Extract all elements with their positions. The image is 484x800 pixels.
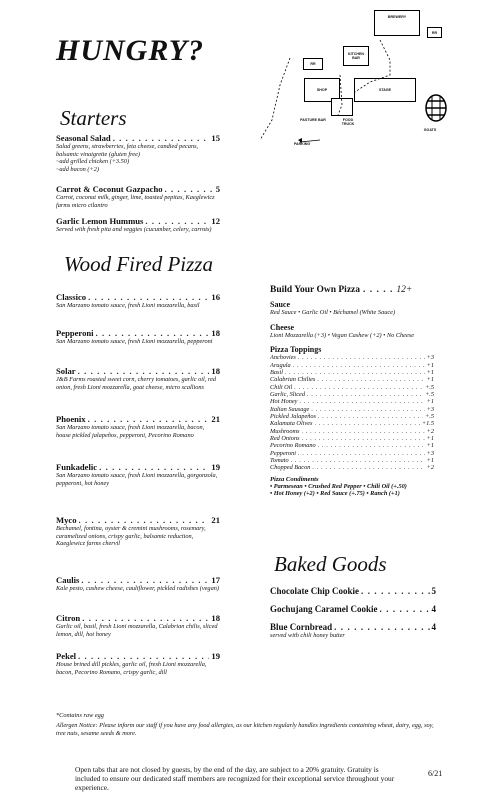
topping-name: Pepperoni — [270, 449, 296, 457]
topping-row — [270, 369, 434, 376]
item-name: Carrot & Coconut Gazpacho — [56, 184, 163, 194]
map-rr-top-label: RR — [431, 30, 438, 35]
item-desc: Bechamel, fontina, oyster & cremini mushrooms, rosemary, caramelized onions, crispy garlic, balsamic reduction, Kaeglewicz farms chervil — [56, 525, 206, 548]
topping-row — [270, 384, 434, 391]
item-extra: ~add bacon (+2) — [56, 165, 99, 173]
menu-item — [56, 613, 220, 638]
map-parking: PARKING — [293, 142, 311, 146]
map-goats: GOATS — [423, 128, 437, 132]
topping-name: Arugula — [270, 361, 291, 369]
byo-toppings-label: Pizza Toppings — [270, 345, 322, 355]
topping-row — [270, 457, 434, 464]
page-title: HUNGRY? — [56, 34, 205, 67]
map-kitchen-bar-label: KITCHEN BAR — [348, 52, 364, 60]
item-price: 19 — [211, 651, 220, 661]
pizza-heading: Wood Fired Pizza — [64, 252, 213, 276]
menu-item — [56, 414, 220, 439]
topping-row — [270, 398, 434, 405]
byo-cheese-label: Cheese — [270, 322, 294, 332]
item-price: 21 — [211, 515, 220, 525]
topping-name: Garlic, Sliced — [270, 390, 305, 398]
item-desc: San Marzano tomato sauce, fresh Lioni mozzarella, bacon, house pickled jalapeños, pepperoni, Pecorino Romano — [56, 424, 205, 439]
topping-row — [270, 413, 434, 420]
raw-egg-note: *Contains raw egg — [56, 712, 104, 719]
topping-row — [270, 376, 434, 383]
item-price: 17 — [211, 575, 220, 585]
item-name: Blue Cornbread — [270, 622, 333, 632]
item-name: Garlic Lemon Hummus — [56, 216, 144, 226]
topping-name: Pecorino Romano — [270, 442, 316, 450]
map-shop-label: SHOP — [316, 88, 328, 92]
menu-item — [56, 651, 220, 676]
item-name: Myco — [56, 515, 77, 525]
item-desc: Carrot, coconut milk, ginger, lime, toasted pepitas, Kaeglewicz farms micro cilantro — [56, 194, 215, 209]
toppings-list — [270, 354, 436, 472]
topping-price: +1 — [426, 434, 434, 442]
item-price: 18 — [211, 613, 220, 623]
gratuity-notice: Open tabs that are not closed by guests, by the end of the day, are subject to a 20% gratuity. Gratuity is included to ensure our dedicated staff members are recognized for their exceptional service throughout your experience. — [75, 765, 395, 792]
menu-item — [270, 622, 436, 632]
item-name: Classico — [56, 292, 87, 302]
byo-heading: Build Your Own Pizza — [270, 285, 360, 295]
menu-item — [56, 462, 220, 487]
item-name: Caulis — [56, 575, 80, 585]
topping-name: Kalamata Olives — [270, 420, 313, 428]
topping-name: Red Onions — [270, 434, 300, 442]
item-name: Chocolate Chip Cookie — [270, 586, 360, 596]
topping-price: +1 — [426, 442, 434, 450]
topping-name: Basil — [270, 368, 283, 376]
item-price: 18 — [211, 366, 220, 376]
barrel-icon — [425, 93, 447, 123]
starters-heading: Starters — [60, 106, 127, 130]
topping-name: Calabrian Chilies — [270, 376, 316, 384]
menu-item — [56, 575, 220, 593]
topping-name: Chili Oil — [270, 383, 293, 391]
allergen-notice: Allergen Notice: Please inform our staff if you have any food allergies, as our kitchen regularly handles ingredients containing wheat, dairy, egg, soy, tree nuts, sesame seeds & more. — [56, 722, 434, 737]
topping-price: +.5 — [425, 390, 434, 398]
topping-price: +1.5 — [421, 420, 434, 428]
item-price: 4 — [431, 604, 436, 614]
topping-row — [270, 391, 434, 398]
byo-price: 12+ — [396, 285, 413, 295]
topping-price: +1 — [426, 457, 434, 464]
item-desc: Kale pesto, cashew cheese, cauliflower, pickled radishes (vegan) — [56, 585, 219, 592]
item-price: 12 — [211, 216, 220, 226]
menu-item — [56, 366, 220, 391]
menu-item — [56, 133, 220, 173]
baked-list — [270, 586, 436, 640]
topping-row — [270, 362, 434, 369]
item-desc: San Marzano tomato sauce, fresh Lioni mozzarella, basil — [56, 302, 200, 309]
item-price: 16 — [211, 292, 220, 302]
topping-name: Anchovies — [270, 354, 296, 362]
item-price: 5 — [431, 586, 436, 596]
item-name: Citron — [56, 613, 81, 623]
byo-sauce-label: Sauce — [270, 300, 290, 309]
item-name: Funkadelic — [56, 462, 98, 472]
item-desc: San Marzano tomato sauce, fresh Lioni mozzarella, gorgonzola, pepperoni, hot honey — [56, 472, 218, 487]
item-name: Pepperoni — [56, 328, 94, 338]
topping-price: +2 — [426, 464, 434, 472]
item-price: 15 — [211, 133, 220, 143]
item-desc: Garlic oil, basil, fresh Lioni mozzarella, Calabrian chilis, sliced lemon, dill, hot honey — [56, 623, 218, 638]
topping-row — [270, 435, 434, 442]
topping-price: +1 — [426, 376, 434, 384]
topping-row — [270, 354, 434, 361]
map-pasture-bar: PASTURE BAR — [300, 118, 326, 122]
map-rr-left-label: RR — [310, 62, 316, 66]
topping-price: +1 — [426, 368, 434, 376]
map-stage-label: STAGE — [378, 88, 392, 92]
item-name: Seasonal Salad — [56, 133, 111, 143]
topping-price: +2 — [426, 427, 434, 435]
item-desc: House brined dill pickles, garlic oil, fresh Lioni mozzarella, bacon, Pecorino Romano, crispy garlic, dill — [56, 661, 207, 676]
menu-item — [56, 216, 220, 234]
menu-item — [56, 184, 220, 209]
item-desc: Salad greens, strawberries, feta cheese, candied pecans, balsamic vinaigrette (gluten free) — [56, 143, 199, 158]
item-price: 21 — [211, 414, 220, 424]
topping-price: +1 — [426, 398, 434, 406]
map-brewery-label: BREWERY — [387, 15, 407, 19]
topping-row — [270, 420, 434, 427]
byo-condiments-label: Pizza Condiments — [270, 475, 319, 483]
topping-row — [270, 464, 434, 471]
menu-item — [56, 292, 220, 310]
topping-row — [270, 428, 434, 435]
item-extra: ~add grilled chicken (+3.50) — [56, 158, 130, 166]
topping-price: +.5 — [425, 412, 434, 420]
item-price: 4 — [431, 622, 436, 632]
item-desc: J&B Farms roasted sweet corn, cherry tomatoes, garlic oil, red onion, fresh Lioni mozzarella, goat cheese, micro scallions — [56, 376, 217, 391]
item-desc: Served with fresh pita and veggies (cucumber, celery, carrots) — [56, 226, 212, 233]
byo-sauce-text: Red Sauce • Garlic Oil • Béchamel (White Sauce) — [270, 309, 396, 316]
menu-item — [270, 586, 436, 596]
topping-name: Tomato — [270, 457, 289, 464]
menu-date: 6/21 — [428, 769, 443, 778]
map-food-truck: FOOD TRUCK — [341, 118, 355, 126]
item-name: Pekel — [56, 651, 77, 661]
baked-heading: Baked Goods — [274, 552, 387, 576]
topping-name: Chopped Bacon — [270, 464, 311, 472]
item-name: Phoenix — [56, 414, 86, 424]
item-price: 5 — [215, 184, 220, 194]
topping-name: Mushrooms — [270, 427, 300, 435]
topping-row — [270, 450, 434, 457]
topping-row — [270, 406, 434, 413]
topping-price: +1 — [426, 361, 434, 369]
topping-price: +3 — [426, 449, 434, 457]
topping-row — [270, 442, 434, 449]
topping-name: Hot Honey — [270, 398, 298, 406]
menu-item — [56, 515, 220, 548]
topping-price: +3 — [426, 405, 434, 413]
menu-item — [56, 328, 220, 346]
map-paths — [250, 30, 450, 150]
byo-condiments-line2: • Hot Honey (+2) • Red Sauce (+.75) • Ranch (+1) — [270, 490, 400, 498]
byo-cheese-text: Lioni Mozzarella (+3) • Vegan Cashew (+2) • No Cheese — [270, 331, 415, 339]
byo-section: Build Your Own Pizza . . . . . 12+ Sauce Red Sauce • Garlic Oil • Béchamel (White Sauce) Cheese Lioni Mozzarella (+3) • Vegan Cashew (+2) • No Cheese Pizza Toppings Anchovies . . . +3 Arugula . . . +1 Basil . . . +1 Calabrian Chilies . . . +1 Chili Oil . . . +.5 Garlic, Sliced . . . +.5 Hot Honey . . . +1 Italian Sausage . . . +3 Pickled Jalapeños . . . +.5 Kalamata Olives . . . +1.5 Mushrooms . . . +2 Red Onions . . . +1 Pecorino Romano . . . +1 Pepperoni . . . +3 Tomato . . . +1 Chopped Bacon . . . +2 Pizza Condiments • Parmesean • Crushed Red Pepper • Chili Oil (+.50) • Hot Honey (+2) • Red Sauce (+.75) • Ranch (+1) — [270, 284, 436, 498]
item-name: Gochujang Caramel Cookie — [270, 604, 378, 614]
item-desc: served with chili honey butter — [270, 632, 345, 639]
topping-name: Pickled Jalapeños — [270, 412, 316, 420]
item-price: 18 — [211, 328, 220, 338]
topping-name: Italian Sausage — [270, 405, 310, 413]
item-desc: San Marzano tomato sauce, fresh Lioni mozzarella, pepperoni — [56, 338, 213, 345]
item-name: Solar — [56, 366, 76, 376]
byo-condiments-line1: • Parmesean • Crushed Red Pepper • Chili Oil (+.50) — [270, 482, 407, 490]
topping-price: +.5 — [425, 383, 434, 391]
menu-item — [270, 604, 436, 614]
topping-price: +3 — [426, 354, 434, 362]
item-price: 19 — [211, 462, 220, 472]
